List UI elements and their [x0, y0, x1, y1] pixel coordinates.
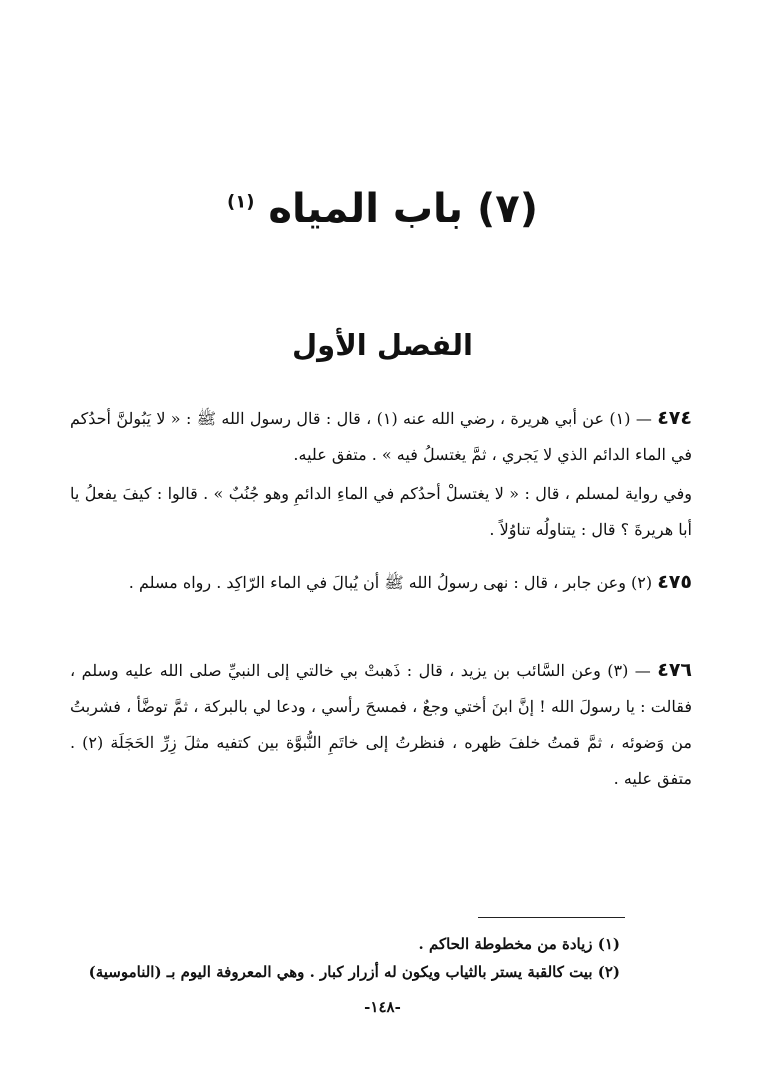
page-number: -١٤٨-: [364, 998, 401, 1016]
section-title: الفصل الأول: [292, 328, 473, 362]
hadith-text: — (١) عن أبي هريرة ، رضي الله عنه (١) ، قال : قال رسول الله ﷺ : « لا يَبُولنَّ أحدُكم في الماء الدائم الذي لا يَجري ، ثمَّ يغتسلُ فيه » . متفق عليه.: [70, 409, 692, 464]
hadith-number: ٤٧٦: [657, 659, 693, 681]
chapter-title-text: (٧) باب المياه: [268, 186, 538, 232]
hadith-number: ٤٧٤: [657, 407, 692, 429]
hadith-474-muslim-narration: [70, 476, 692, 548]
hadith-text: — (٣) وعن السَّائب بن يزيد ، قال : ذَهبتْ بي خالتي إلى النبيِّ صلى الله عليه وسلم ، فقالت : يا رسولَ الله ! إنَّ ابنَ أختي وجعٌ ، فمسحَ رأسي ، ودعا لي بالبركة ، ثمَّ توضَّأ ، فشربتُ من وَضوئه ، ثمَّ قمتُ خلفَ ظهره ، فنظرتُ إلى خاتَمِ النُّبوَّة بين كتفيه مثلَ زِرِّ الحَجَلَة (٢) . متفق عليه .: [70, 661, 692, 788]
hadith-text: (٢) وعن جابر ، قال : نهى رسولُ الله ﷺ أن يُبالَ في الماء الرّاكِد . رواه مسلم .: [128, 573, 653, 592]
footnotes: [60, 930, 620, 986]
chapter-title: [0, 186, 765, 232]
footnote-1: (١) زيادة من مخطوطة الحاكم .: [418, 935, 620, 953]
chapter-footnote-ref: (١): [227, 191, 255, 213]
hadith-476: [70, 652, 692, 797]
hadith-474: [70, 400, 692, 473]
hadith-number: ٤٧٥: [657, 571, 692, 593]
footnote-divider: [478, 917, 625, 918]
hadith-text: وفي رواية لمسلم ، قال : « لا يغتسلْ أحدُكم في الماءِ الدائمِ وهو جُنُبٌ » . قالوا : كيفَ يفعلُ يا أبا هريرةَ ؟ قال : يتناولُه تناوُلاً .: [70, 484, 692, 539]
footnote-2: (٢) بيت كالقبة يستر بالثياب ويكون له أزرار كبار . وهي المعروفة اليوم بـ (الناموسية): [88, 963, 620, 981]
hadith-475: [70, 564, 692, 601]
